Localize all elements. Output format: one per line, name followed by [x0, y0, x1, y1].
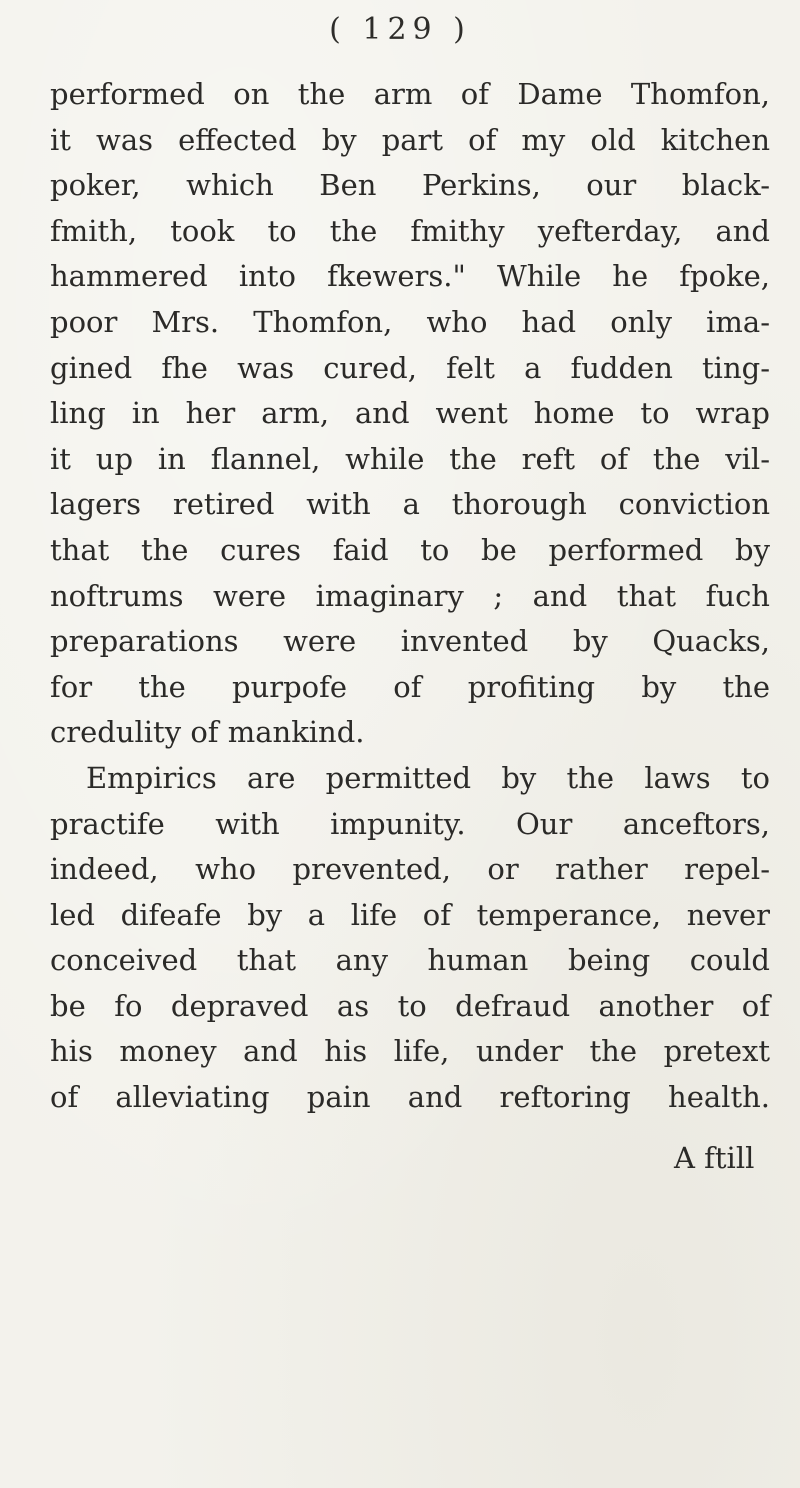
text-line: preparations were invented by Quacks,: [50, 624, 770, 659]
paragraph-start-line: Empirics are permitted by the laws to: [86, 760, 770, 795]
text-line: led difeafe by a life of temperance, never: [50, 897, 770, 932]
text-line: poor Mrs. Thomfon, who had only ima-: [50, 304, 770, 339]
text-line: be fo depraved as to defraud another of: [50, 988, 770, 1023]
text-line: poker, which Ben Perkins, our black-: [50, 168, 770, 203]
text-line: it up in flannel, while the reft of the vil-: [50, 441, 770, 476]
text-line: indeed, who prevented, or rather repel-: [50, 852, 770, 887]
text-line: gined fhe was cured, felt a fudden ting-: [50, 350, 770, 385]
body-text: [50, 72, 770, 1121]
text-line: conceived that any human being could: [50, 943, 770, 978]
text-line: fmith, took to the fmithy yefterday, and: [50, 213, 770, 248]
text-line: practife with impunity. Our anceftors,: [50, 806, 770, 841]
text-line: his money and his life, under the pretext: [50, 1034, 770, 1069]
text-line: ling in her arm, and went home to wrap: [50, 396, 770, 431]
page-number: ( 129 ): [329, 12, 471, 47]
text-line: hammered into fkewers." While he fpoke,: [50, 259, 770, 294]
text-line: that the cures faid to be performed by: [50, 532, 770, 567]
catchword: A ftill: [674, 1141, 755, 1175]
text-line: performed on the arm of Dame Thomfon,: [50, 77, 770, 111]
text-line: lagers retired with a thorough conviction: [50, 487, 770, 522]
text-line: of alleviating pain and reftoring health.: [50, 1080, 770, 1115]
text-line: it was effected by part of my old kitchen: [50, 122, 770, 157]
text-line: noftrums were imaginary ; and that fuch: [50, 578, 770, 613]
text-line: for the purpofe of profiting by the: [50, 669, 770, 704]
text-line: credulity of mankind.: [50, 715, 365, 750]
